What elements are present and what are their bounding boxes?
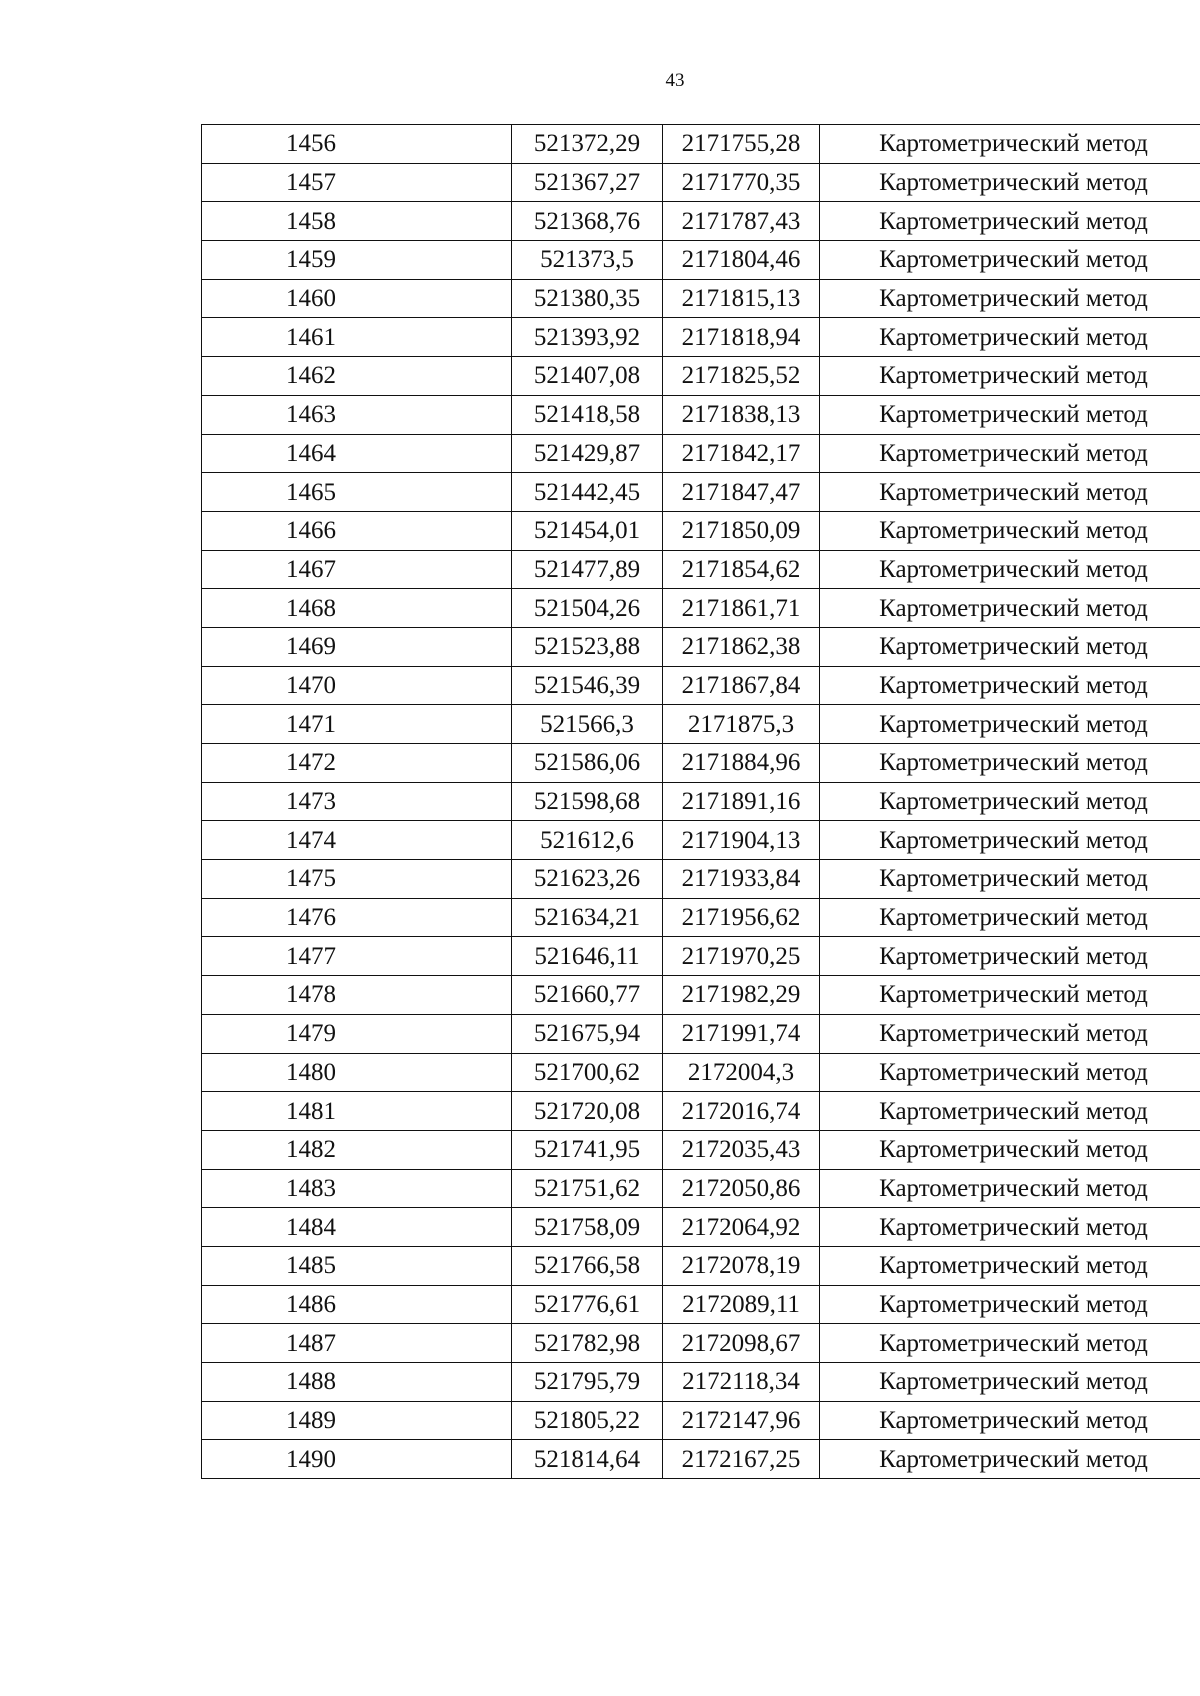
x-coordinate-cell: 521368,76 xyxy=(512,202,663,241)
point-number-cell: 1464 xyxy=(202,434,512,473)
table-row xyxy=(202,1363,1200,1402)
method-cell: Картометрический метод xyxy=(820,976,1200,1015)
method-cell: Картометрический метод xyxy=(820,1014,1200,1053)
table-row xyxy=(202,434,1200,473)
y-coordinate-cell: 2171818,94 xyxy=(663,318,820,357)
point-number-cell: 1462 xyxy=(202,357,512,396)
coordinates-table-body xyxy=(202,125,1200,1479)
table-row xyxy=(202,550,1200,589)
method-cell: Картометрический метод xyxy=(820,937,1200,976)
method-cell: Картометрический метод xyxy=(820,1130,1200,1169)
point-number-cell: 1471 xyxy=(202,705,512,744)
method-cell: Картометрический метод xyxy=(820,550,1200,589)
x-coordinate-cell: 521367,27 xyxy=(512,163,663,202)
y-coordinate-cell: 2171991,74 xyxy=(663,1014,820,1053)
method-cell: Картометрический метод xyxy=(820,1285,1200,1324)
method-cell: Картометрический метод xyxy=(820,1363,1200,1402)
y-coordinate-cell: 2171842,17 xyxy=(663,434,820,473)
point-number-cell: 1482 xyxy=(202,1130,512,1169)
point-number-cell: 1488 xyxy=(202,1363,512,1402)
x-coordinate-cell: 521598,68 xyxy=(512,782,663,821)
x-coordinate-cell: 521442,45 xyxy=(512,473,663,512)
y-coordinate-cell: 2171982,29 xyxy=(663,976,820,1015)
x-coordinate-cell: 521700,62 xyxy=(512,1053,663,1092)
x-coordinate-cell: 521477,89 xyxy=(512,550,663,589)
table-row xyxy=(202,744,1200,783)
y-coordinate-cell: 2171825,52 xyxy=(663,357,820,396)
point-number-cell: 1485 xyxy=(202,1246,512,1285)
point-number-cell: 1479 xyxy=(202,1014,512,1053)
x-coordinate-cell: 521720,08 xyxy=(512,1092,663,1131)
x-coordinate-cell: 521380,35 xyxy=(512,279,663,318)
y-coordinate-cell: 2172167,25 xyxy=(663,1440,820,1479)
y-coordinate-cell: 2171891,16 xyxy=(663,782,820,821)
y-coordinate-cell: 2171933,84 xyxy=(663,860,820,899)
y-coordinate-cell: 2172004,3 xyxy=(663,1053,820,1092)
method-cell: Картометрический метод xyxy=(820,898,1200,937)
method-cell: Картометрический метод xyxy=(820,279,1200,318)
table-row xyxy=(202,705,1200,744)
y-coordinate-cell: 2172089,11 xyxy=(663,1285,820,1324)
method-cell: Картометрический метод xyxy=(820,473,1200,512)
y-coordinate-cell: 2171875,3 xyxy=(663,705,820,744)
table-row xyxy=(202,1440,1200,1479)
table-row xyxy=(202,782,1200,821)
point-number-cell: 1470 xyxy=(202,666,512,705)
table-row xyxy=(202,1092,1200,1131)
point-number-cell: 1466 xyxy=(202,511,512,550)
x-coordinate-cell: 521393,92 xyxy=(512,318,663,357)
method-cell: Картометрический метод xyxy=(820,357,1200,396)
point-number-cell: 1473 xyxy=(202,782,512,821)
y-coordinate-cell: 2171956,62 xyxy=(663,898,820,937)
point-number-cell: 1490 xyxy=(202,1440,512,1479)
y-coordinate-cell: 2172064,92 xyxy=(663,1208,820,1247)
table-row xyxy=(202,395,1200,434)
point-number-cell: 1458 xyxy=(202,202,512,241)
y-coordinate-cell: 2172035,43 xyxy=(663,1130,820,1169)
y-coordinate-cell: 2171804,46 xyxy=(663,241,820,280)
table-row xyxy=(202,202,1200,241)
x-coordinate-cell: 521418,58 xyxy=(512,395,663,434)
x-coordinate-cell: 521454,01 xyxy=(512,511,663,550)
point-number-cell: 1456 xyxy=(202,125,512,164)
table-row xyxy=(202,976,1200,1015)
method-cell: Картометрический метод xyxy=(820,1169,1200,1208)
method-cell: Картометрический метод xyxy=(820,860,1200,899)
x-coordinate-cell: 521758,09 xyxy=(512,1208,663,1247)
y-coordinate-cell: 2171862,38 xyxy=(663,627,820,666)
table-row xyxy=(202,1401,1200,1440)
y-coordinate-cell: 2172016,74 xyxy=(663,1092,820,1131)
table-row xyxy=(202,1324,1200,1363)
table-row xyxy=(202,666,1200,705)
y-coordinate-cell: 2171755,28 xyxy=(663,125,820,164)
method-cell: Картометрический метод xyxy=(820,125,1200,164)
point-number-cell: 1463 xyxy=(202,395,512,434)
y-coordinate-cell: 2172118,34 xyxy=(663,1363,820,1402)
x-coordinate-cell: 521586,06 xyxy=(512,744,663,783)
method-cell: Картометрический метод xyxy=(820,395,1200,434)
method-cell: Картометрический метод xyxy=(820,666,1200,705)
method-cell: Картометрический метод xyxy=(820,318,1200,357)
x-coordinate-cell: 521429,87 xyxy=(512,434,663,473)
x-coordinate-cell: 521814,64 xyxy=(512,1440,663,1479)
point-number-cell: 1474 xyxy=(202,821,512,860)
point-number-cell: 1469 xyxy=(202,627,512,666)
method-cell: Картометрический метод xyxy=(820,241,1200,280)
x-coordinate-cell: 521623,26 xyxy=(512,860,663,899)
y-coordinate-cell: 2172078,19 xyxy=(663,1246,820,1285)
method-cell: Картометрический метод xyxy=(820,782,1200,821)
point-number-cell: 1486 xyxy=(202,1285,512,1324)
y-coordinate-cell: 2171787,43 xyxy=(663,202,820,241)
method-cell: Картометрический метод xyxy=(820,1092,1200,1131)
method-cell: Картометрический метод xyxy=(820,627,1200,666)
point-number-cell: 1461 xyxy=(202,318,512,357)
point-number-cell: 1459 xyxy=(202,241,512,280)
table-row xyxy=(202,1169,1200,1208)
table-row xyxy=(202,627,1200,666)
x-coordinate-cell: 521546,39 xyxy=(512,666,663,705)
point-number-cell: 1481 xyxy=(202,1092,512,1131)
y-coordinate-cell: 2171970,25 xyxy=(663,937,820,976)
point-number-cell: 1476 xyxy=(202,898,512,937)
y-coordinate-cell: 2171854,62 xyxy=(663,550,820,589)
method-cell: Картометрический метод xyxy=(820,1440,1200,1479)
x-coordinate-cell: 521795,79 xyxy=(512,1363,663,1402)
method-cell: Картометрический метод xyxy=(820,1401,1200,1440)
point-number-cell: 1484 xyxy=(202,1208,512,1247)
method-cell: Картометрический метод xyxy=(820,202,1200,241)
table-row xyxy=(202,1246,1200,1285)
method-cell: Картометрический метод xyxy=(820,511,1200,550)
table-row xyxy=(202,1285,1200,1324)
y-coordinate-cell: 2172050,86 xyxy=(663,1169,820,1208)
table-row xyxy=(202,357,1200,396)
x-coordinate-cell: 521751,62 xyxy=(512,1169,663,1208)
y-coordinate-cell: 2171847,47 xyxy=(663,473,820,512)
method-cell: Картометрический метод xyxy=(820,1246,1200,1285)
y-coordinate-cell: 2171884,96 xyxy=(663,744,820,783)
y-coordinate-cell: 2171815,13 xyxy=(663,279,820,318)
page-number: 43 xyxy=(665,70,685,91)
x-coordinate-cell: 521766,58 xyxy=(512,1246,663,1285)
point-number-cell: 1465 xyxy=(202,473,512,512)
x-coordinate-cell: 521805,22 xyxy=(512,1401,663,1440)
y-coordinate-cell: 2171850,09 xyxy=(663,511,820,550)
point-number-cell: 1487 xyxy=(202,1324,512,1363)
y-coordinate-cell: 2171838,13 xyxy=(663,395,820,434)
table-row xyxy=(202,163,1200,202)
x-coordinate-cell: 521373,5 xyxy=(512,241,663,280)
method-cell: Картометрический метод xyxy=(820,821,1200,860)
table-row xyxy=(202,241,1200,280)
point-number-cell: 1460 xyxy=(202,279,512,318)
x-coordinate-cell: 521612,6 xyxy=(512,821,663,860)
y-coordinate-cell: 2171861,71 xyxy=(663,589,820,628)
x-coordinate-cell: 521776,61 xyxy=(512,1285,663,1324)
point-number-cell: 1478 xyxy=(202,976,512,1015)
x-coordinate-cell: 521504,26 xyxy=(512,589,663,628)
point-number-cell: 1477 xyxy=(202,937,512,976)
table-row xyxy=(202,125,1200,164)
point-number-cell: 1467 xyxy=(202,550,512,589)
table-row xyxy=(202,860,1200,899)
table-row xyxy=(202,318,1200,357)
method-cell: Картометрический метод xyxy=(820,705,1200,744)
point-number-cell: 1472 xyxy=(202,744,512,783)
point-number-cell: 1457 xyxy=(202,163,512,202)
table-row xyxy=(202,473,1200,512)
table-row xyxy=(202,937,1200,976)
y-coordinate-cell: 2171904,13 xyxy=(663,821,820,860)
y-coordinate-cell: 2171867,84 xyxy=(663,666,820,705)
y-coordinate-cell: 2172098,67 xyxy=(663,1324,820,1363)
x-coordinate-cell: 521634,21 xyxy=(512,898,663,937)
table-row xyxy=(202,1014,1200,1053)
method-cell: Картометрический метод xyxy=(820,1324,1200,1363)
x-coordinate-cell: 521660,77 xyxy=(512,976,663,1015)
x-coordinate-cell: 521566,3 xyxy=(512,705,663,744)
x-coordinate-cell: 521372,29 xyxy=(512,125,663,164)
table-row xyxy=(202,279,1200,318)
method-cell: Картометрический метод xyxy=(820,1053,1200,1092)
x-coordinate-cell: 521407,08 xyxy=(512,357,663,396)
y-coordinate-cell: 2171770,35 xyxy=(663,163,820,202)
table-row xyxy=(202,1053,1200,1092)
x-coordinate-cell: 521523,88 xyxy=(512,627,663,666)
table-row xyxy=(202,1130,1200,1169)
method-cell: Картометрический метод xyxy=(820,163,1200,202)
y-coordinate-cell: 2172147,96 xyxy=(663,1401,820,1440)
x-coordinate-cell: 521646,11 xyxy=(512,937,663,976)
method-cell: Картометрический метод xyxy=(820,589,1200,628)
x-coordinate-cell: 521675,94 xyxy=(512,1014,663,1053)
coordinates-table xyxy=(201,124,1200,1479)
method-cell: Картометрический метод xyxy=(820,434,1200,473)
method-cell: Картометрический метод xyxy=(820,744,1200,783)
table-row xyxy=(202,898,1200,937)
point-number-cell: 1489 xyxy=(202,1401,512,1440)
table-row xyxy=(202,1208,1200,1247)
point-number-cell: 1475 xyxy=(202,860,512,899)
point-number-cell: 1468 xyxy=(202,589,512,628)
table-row xyxy=(202,821,1200,860)
point-number-cell: 1480 xyxy=(202,1053,512,1092)
method-cell: Картометрический метод xyxy=(820,1208,1200,1247)
x-coordinate-cell: 521782,98 xyxy=(512,1324,663,1363)
point-number-cell: 1483 xyxy=(202,1169,512,1208)
table-row xyxy=(202,589,1200,628)
table-row xyxy=(202,511,1200,550)
x-coordinate-cell: 521741,95 xyxy=(512,1130,663,1169)
